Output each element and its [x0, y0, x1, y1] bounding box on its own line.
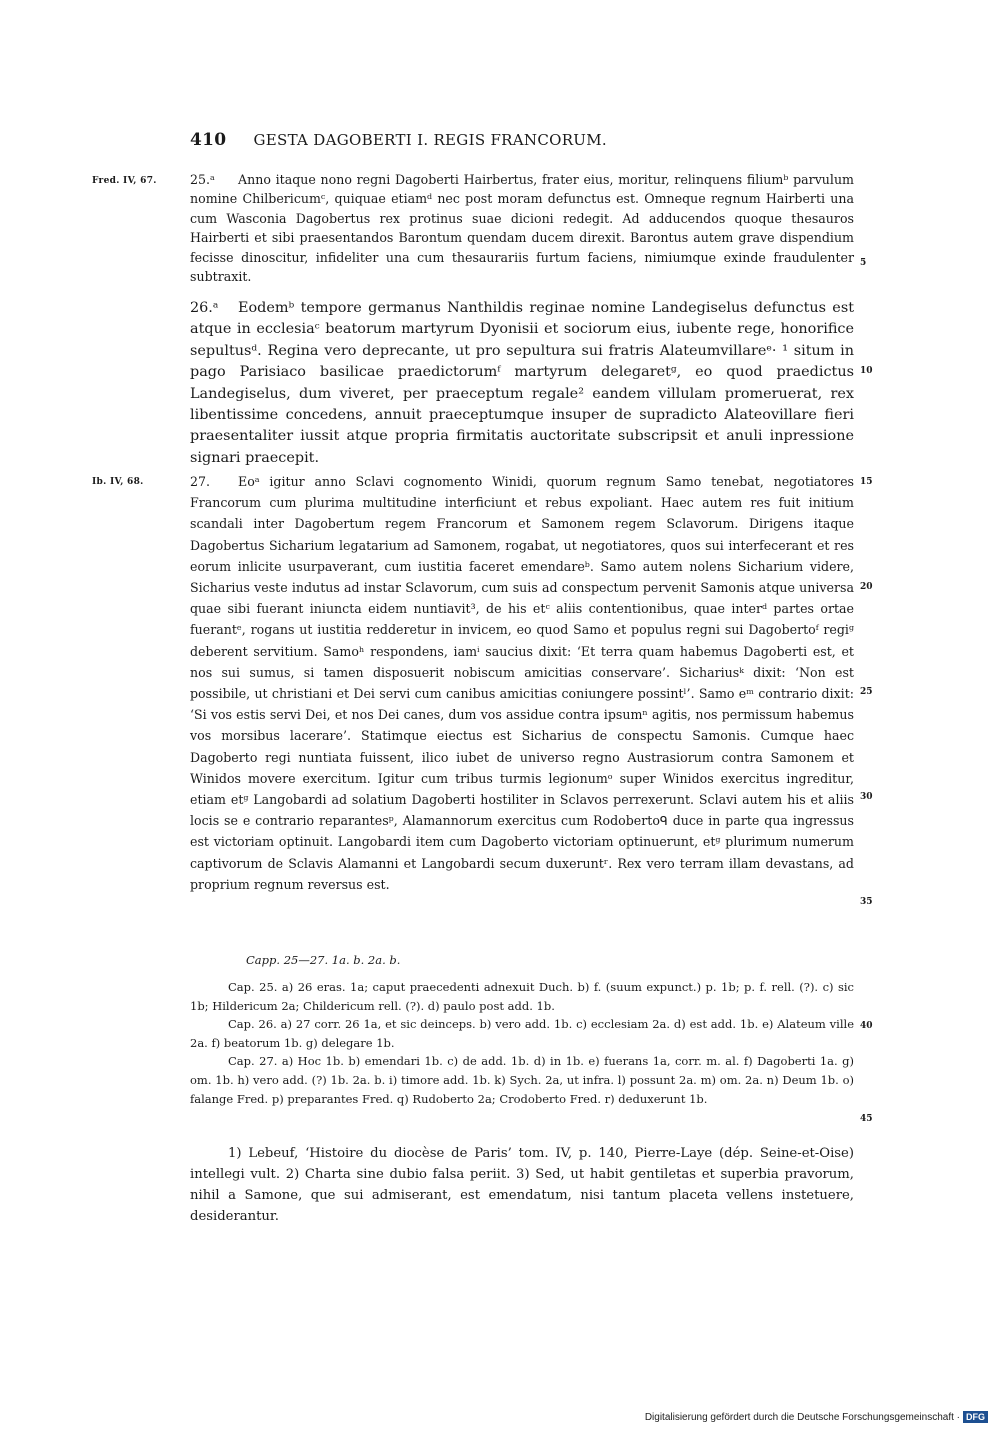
line-number: 5: [860, 258, 867, 268]
chapter-26-number: 26.ᵃ: [190, 300, 219, 316]
dfg-credit-text: Digitalisierung gefördert durch die Deutsche Forschungsgemeinschaft ·: [644, 1412, 960, 1423]
chapter-27: [190, 471, 854, 895]
chapter-26: [190, 298, 854, 469]
chapter-25-number: 25.ᵃ: [190, 172, 215, 187]
chapter-27-text: Eoᵃ igitur anno Sclavi cognomento Winidi, quorum regnum Samo tenebat, negotiatores Francorum cum plurima multitudine interficiunt et rebus expoliant. Haec autem res fuit initium scandali inter Dagobertum regem Francorum et Samonem regem Sclavorum. Dirigens itaque Dagobertus Sicharium legatarium ad Samonem, rogabat, ut negotiatores, quos sui interfecerant et res eorum inlicite usurpaverant, cum iustitia faceret emendareᵇ. Samo autem nolens Sicharium videre, Sicharius veste indutus ad instar Sclavorum, cum suis ad conspectum pervenit Samonis atque universa quae sibi fuerant iniuncta eidem nuntiavit³, de his etᶜ aliis contentionibus, quae interᵈ partes ortae fuerantᵉ, rogans ut iustitia redderetur in invicem, eo quod Samo et populus regni sui Dagobertoᶠ regiᵍ deberent servitium. Samoʰ respondens, iamⁱ saucius dixit: ‘Et terra quam habemus Dagoberti est, et nos sui sumus, si tamen disposuerit nobiscum amicitias conservare’. Sichariusᵏ dixit: ‘Non est possibile, ut christiani et Dei servi cum canibus amicitias coniungere possintˡ’. Samo eᵐ contrario dixit: ‘Si vos estis servi Dei, et nos Dei canes, dum vos assidue contra ipsumⁿ agitis, nos permissum habemus vos morsibus lacerare’. Statimque eiectus est Sicharius de conspectu Samonis. Cumque haec Dagoberto regi nuntiata fuissent, ilico iubet de universo regno Austrasiorum contra Samonem et Winidos movere exercitum. Igitur cum tribus turmis legionumᵒ super Winidos exercitus ingreditur, etiam etᵍ Langobardi ad solatium Dagoberti hostiliter in Sclavos perrexerunt. Sclavi autem his et aliis locis se e contrario reparantesᵖ, Alamannorum exercitus cum Rodobertoᑫ duce in parte qua ingressus est victoriam optinuit. Langobardi item cum Dagoberto victoriam optinuerunt, etᵍ plurimum numerum captivorum de Sclavis Alamanni et Langobardi secum duxeruntʳ. Rex vero terram illam devastans, ad proprium regnum reversus est.: [190, 474, 854, 892]
dfg-credit: [645, 1411, 988, 1423]
line-number: 10: [860, 366, 873, 376]
chapter-27-number: 27.: [190, 474, 211, 489]
apparatus-note: Cap. 27. a) Hoc 1b. b) emendari 1b. c) de add. 1b. d) in 1b. e) fuerans 1a, corr. m. al. f) Dagoberti 1a. g) om. 1b. h) vero add. (?) 1b. 2a. b. i) timore add. 1b. k) Sych. 2a, ut infra. l) possunt 2a. m) om. 2a. n) Deum 1b. o) falange Fred. p) preparantes Fred. q) Rudoberto 2a; Crodoberto Fred. r) deduxerunt 1b.: [190, 1054, 854, 1106]
line-number: 35: [860, 897, 873, 907]
chapter-26-text: Eodemᵇ tempore germanus Nanthildis reginae nomine Landegiselus defunctus est atque in ecclesiaᶜ beatorum martyrum Dyonisii et sociorum eius, iubente rege, honorifice sepultusᵈ. Regina vero deprecante, ut pro sepultura sui fratris Alateumvillareᵉ· ¹ situm in pago Parisiaco basilicae praedictorumᶠ martyrum delegaretᵍ, eo quod praedictus Landegiselus, dum viveret, per praeceptum regale² eandem villulam promeruerat, rex libentissime concedens, annuit praeceptumque insuper de supradicto Alateovillare fieri praesentaliter iussit atque propria firmitatis auctoritate subscripsit et anuli inpressione signari praecepit.: [190, 300, 854, 466]
line-number: 30: [860, 792, 873, 802]
line-number: 20: [860, 582, 873, 592]
line-number: 15: [860, 477, 873, 487]
running-header: [190, 130, 690, 150]
dfg-logo: DFG: [963, 1411, 988, 1423]
critical-apparatus: [190, 978, 854, 1108]
footnotes: [190, 1143, 854, 1227]
apparatus-note: Cap. 26. a) 27 corr. 26 1a, et sic deinceps. b) vero add. 1b. c) ecclesiam 2a. d) est add. 1b. e) Alateum ville 2a. f) beatorum 1b. g) delegare 1b.: [190, 1017, 854, 1050]
line-number: 45: [860, 1114, 873, 1124]
footnote: 1) Lebeuf, ‘Histoire du diocèse de Paris’ tom. IV, p. 140, Pierre-Laye (dép. Seine-et-Oise) intellegi vult. 2) Charta sine dubio falsa periit. 3) Sed, ut habit gentiletas et superbia pravorum, nihil a Samone, que sui admiserant, est emendatum, nisi tantum placeta vellens instetuere, desiderantur.: [190, 1146, 854, 1224]
line-number: 40: [860, 1021, 873, 1031]
apparatus-note: Cap. 25. a) 26 eras. 1a; caput praecedenti adnexuit Duch. b) f. (suum expunct.) p. 1b; p. f. rell. (?). c) sic 1b; Hildericum 2a; Childericum rell. (?). d) paulo post add. 1b.: [190, 980, 854, 1013]
margin-reference-ch27: Ib. IV, 68.: [92, 477, 144, 487]
chapter-25: [190, 170, 854, 286]
margin-reference-ch25: Fred. IV, 67.: [92, 176, 157, 186]
apparatus-heading: Capp. 25—27. 1a. b. 2a. b.: [246, 953, 401, 967]
line-number: 25: [860, 687, 873, 697]
chapter-25-text: Anno itaque nono regni Dagoberti Hairbertus, frater eius, moritur, relinquens filiumᵇ parvulum nomine Chilbericumᶜ, quiquae etiamᵈ nec post moram defunctus est. Omneque regnum Hairberti una cum Wasconia Dagobertus rex protinus suae dicioni redegit. Ad adducendos quoque thesauros Hairberti et sibi praesentandos Barontum quendam ducem direxit. Barontus autem grave dispendium fecisse dinoscitur, infideliter una cum thesaurariis furtum faciens, nimiumque exinde fraudulenter subtraxit.: [190, 172, 854, 285]
page-number: 410: [190, 130, 227, 150]
running-title: GESTA DAGOBERTI I. REGIS FRANCORUM.: [253, 131, 607, 149]
